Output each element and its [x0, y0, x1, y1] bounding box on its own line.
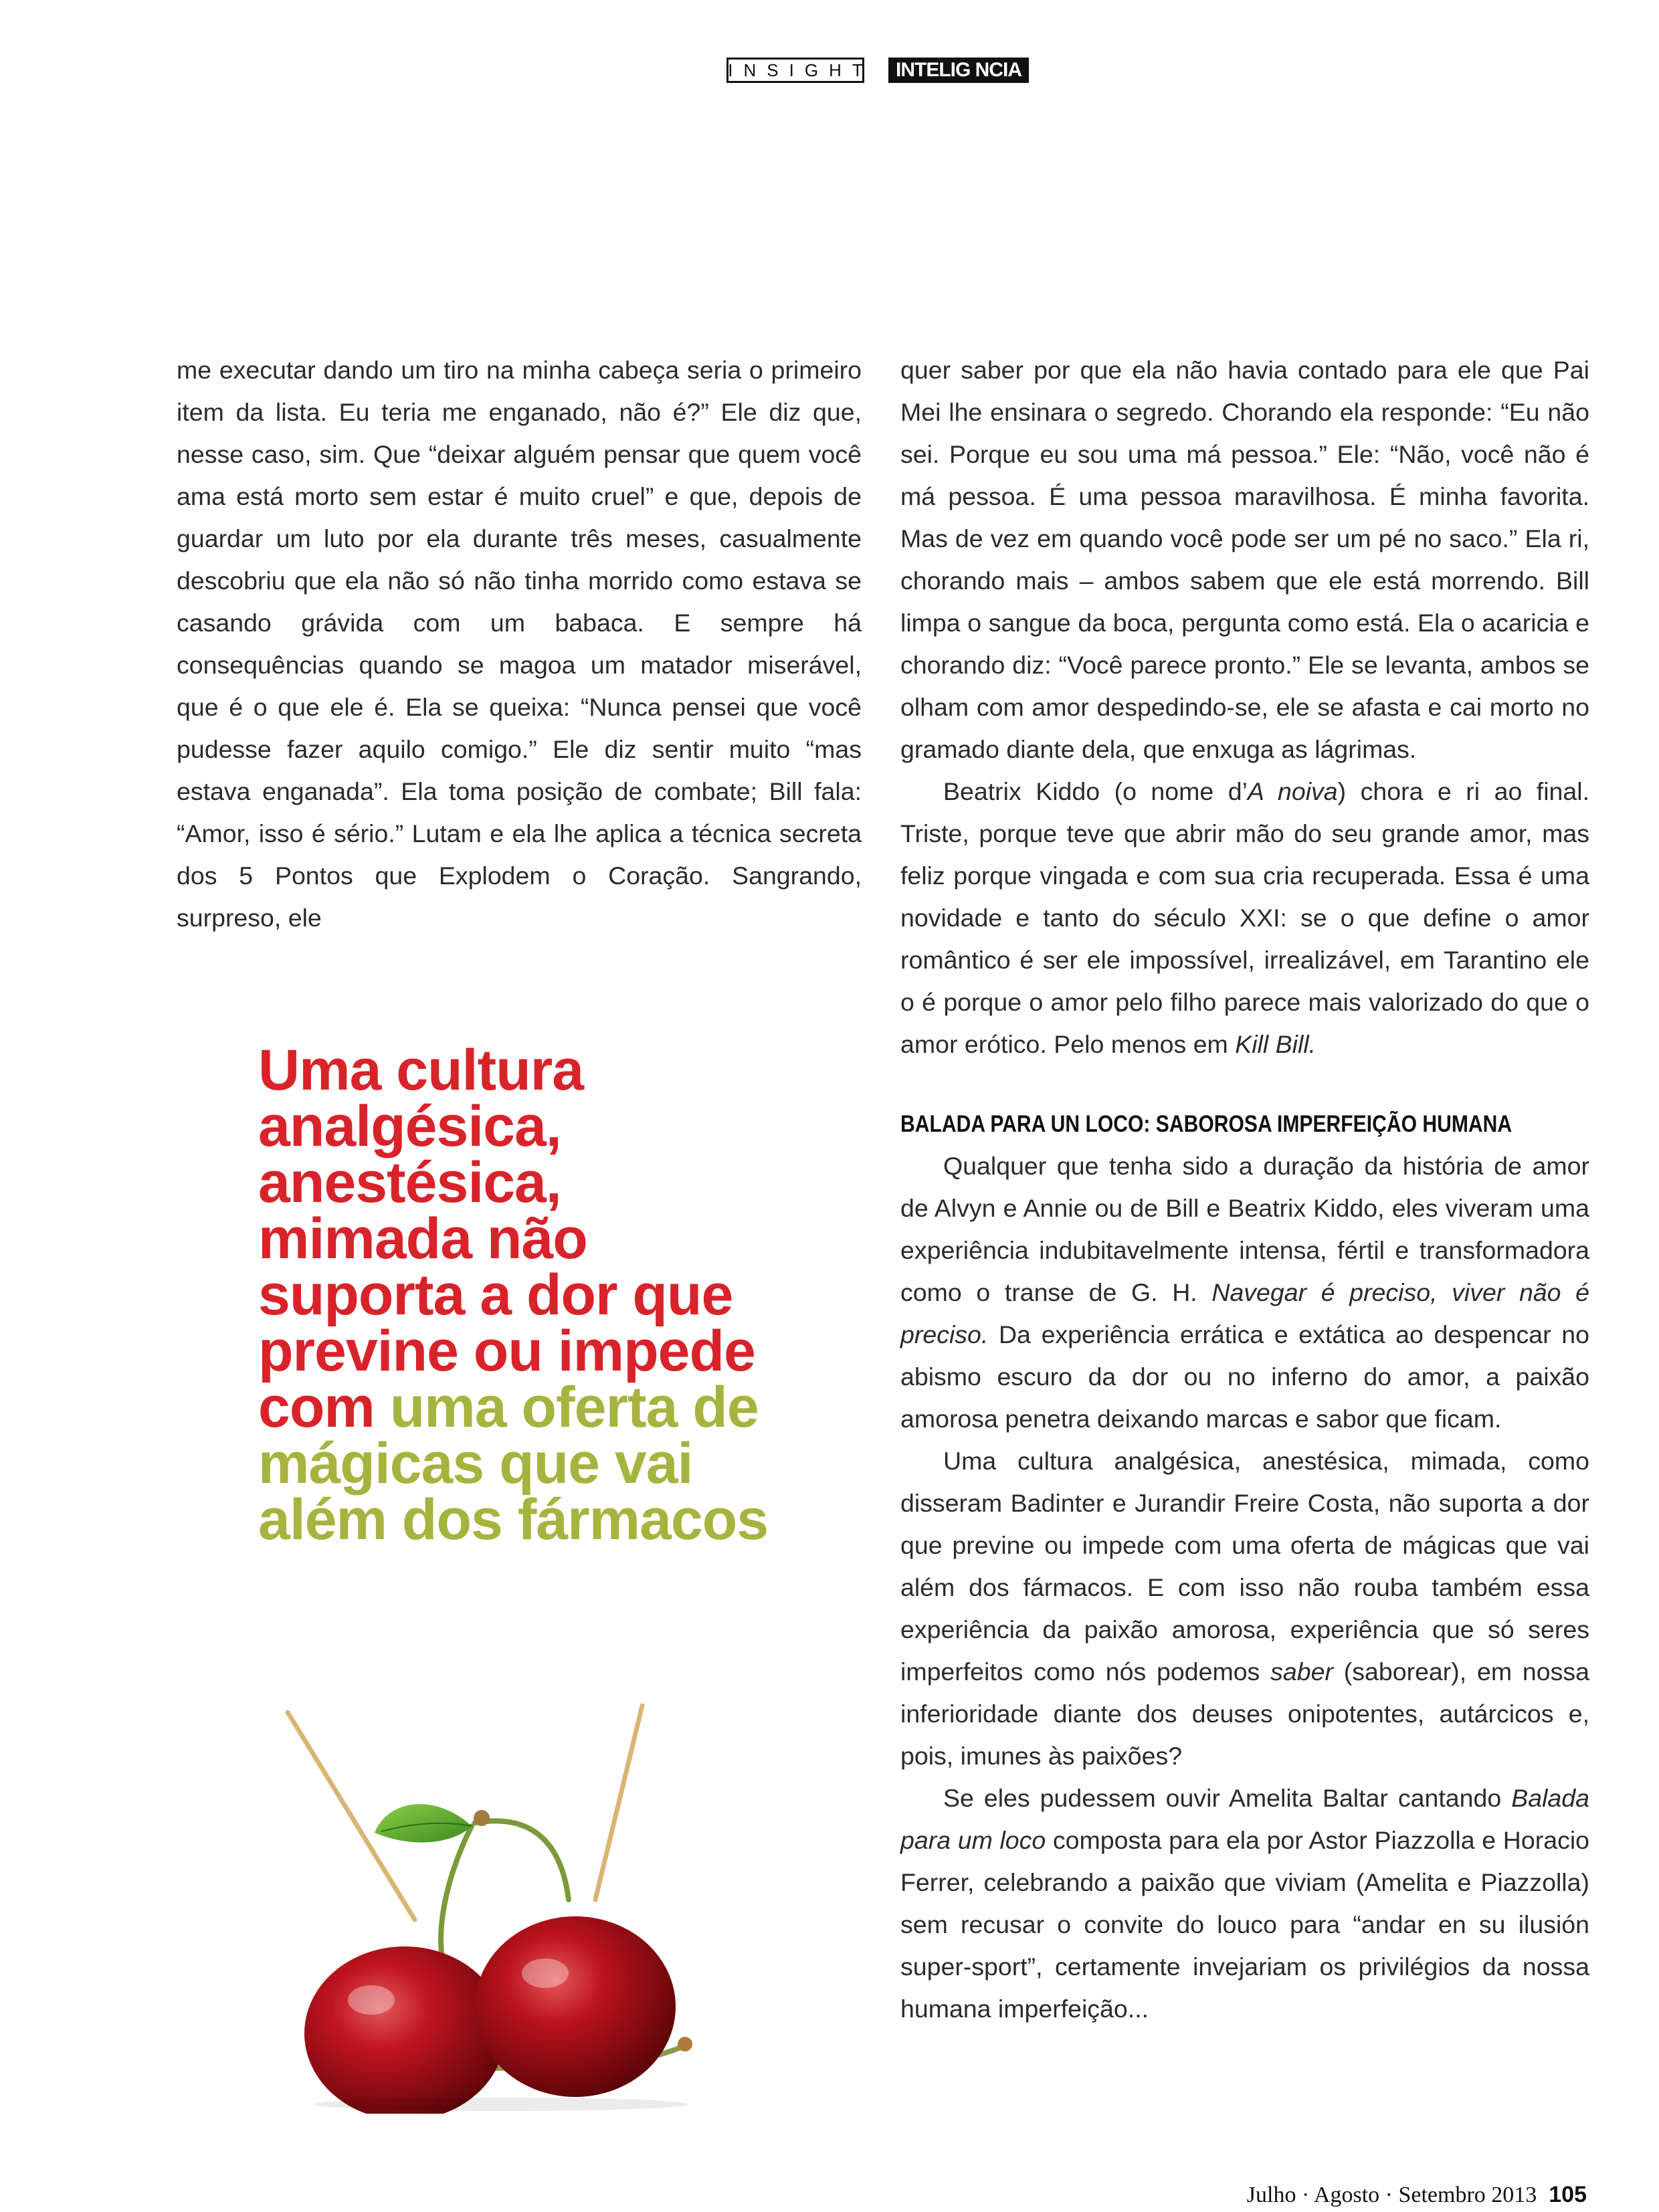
- pull-quote-red: Uma cultura analgésica, anestésica, mimada não suporta a dor que previne ou impede com: [258, 1038, 755, 1439]
- right-paragraph-3: Qualquer que tenha sido a duração da história de amor de Alvyn e Annie ou de Bill e Beatrix Kiddo, eles viveram uma experiência indubitavelmente intensa, fértil e transformadora como o transe de G. H. Navegar é preciso, viver não é preciso. Da experiência errática e extática ao despencar no abismo escuro da dor ou no inferno do amor, a paixão amorosa penetra deixando marcas e sabor que ficam.: [900, 1152, 1590, 1433]
- pull-quote-green: uma oferta de mágicas que vai além dos fármacos: [258, 1375, 769, 1552]
- page-number: 105: [1549, 2182, 1587, 2207]
- right-paragraph-2: Beatrix Kiddo (o nome d’A noiva) chora e ri ao final. Triste, porque teve que abrir mão do seu grande amor, mas feliz porque vingada e com sua cria recuperada. Essa é uma novidade e tanto do século XXI: se o que define o amor romântico é ser ele impossível, irrealizável, em Tarantino ele o é porque o amor pelo filho parece mais valorizado do que o amor erótico. Pelo menos em Kill Bill.: [900, 777, 1589, 1058]
- category-tag: INTELIG NCIA: [888, 58, 1029, 83]
- issue-date: Julho · Agosto · Setembro 2013: [1246, 2183, 1537, 2207]
- left-column: [177, 349, 862, 939]
- right-paragraph-4: Uma cultura analgésica, anestésica, mimada, como disseram Badinter e Jurandir Freire Costa, não suporta a dor que previne ou impede com uma oferta de mágicas que vai além dos fármacos. E com isso não rouba também essa experiência da paixão amorosa, experiência que só seres imperfeitos como nós podemos saber (saborear), em nossa inferioridade diante dos deuses onipotentes, autárcicos e, pois, imunes às paixões?: [900, 1447, 1589, 1770]
- pull-quote: [258, 1038, 780, 1552]
- right-paragraph-1: quer saber por que ela não havia contado para ele que Pai Mei lhe ensinara o segredo. Chorando ela responde: “Eu não sei. Porque eu sou uma má pessoa.” Ele: “Não, você não é má pessoa. É uma pessoa maravilhosa. É minha favorita. Mas de vez em quando você pode ser um pé no saco.” Ela ri, chorando mais – ambos sabem que ele está morrendo. Bill limpa o sangue da boca, pergunta como está. Ela o acaricia e chorando diz: “Você parece pronto.” Ele se levanta, ambos se olham com amor despedindo-se, ele se afasta e cai morto no gramado diante dela, que enxuga as lágrimas.: [900, 356, 1589, 763]
- insight-tag: INSIGHT: [726, 58, 864, 83]
- section-header: [726, 58, 1029, 87]
- right-paragraph-5: Se eles pudessem ouvir Amelita Baltar cantando Balada para um loco composta para ela por Astor Piazzolla e Horacio Ferrer, celebrando a paixão que viviam (Amelita e Piazzolla) sem recusar o convite do louco para “andar en su ilusión super-sport”, certamente invejariam os privilégios da nossa humana imperfeição...: [900, 1784, 1590, 2023]
- cherries-with-toothpicks-icon: [281, 1699, 749, 2114]
- page-footer: [1247, 2182, 1587, 2208]
- section-subhead: BALADA PARA UN LOCO: SABOROSA IMPERFEIÇÃO HUMANA: [900, 1111, 1512, 1137]
- right-column: [900, 349, 1589, 2030]
- left-paragraph: me executar dando um tiro na minha cabeça seria o primeiro item da lista. Eu teria me enganado, não é?” Ele diz que, nesse caso, sim. Que “deixar alguém pensar que quem você ama está morto sem estar é muito cruel” e que, depois de guardar um luto por ela durante três meses, casualmente descobriu que ela não só não tinha morrido como estava se casando grávida com um babaca. E sempre há consequências quando se magoa um matador miserável, que é o que ele é. Ela se queixa: “Nunca pensei que você pudesse fazer aquilo comigo.” Ele diz sentir muito “mas estava enganada”. Ela toma posição de combate; Bill fala: “Amor, isso é sério.” Lutam e ela lhe aplica a técnica secreta dos 5 Pontos que Explodem o Coração. Sangrando, surpreso, ele: [177, 356, 862, 932]
